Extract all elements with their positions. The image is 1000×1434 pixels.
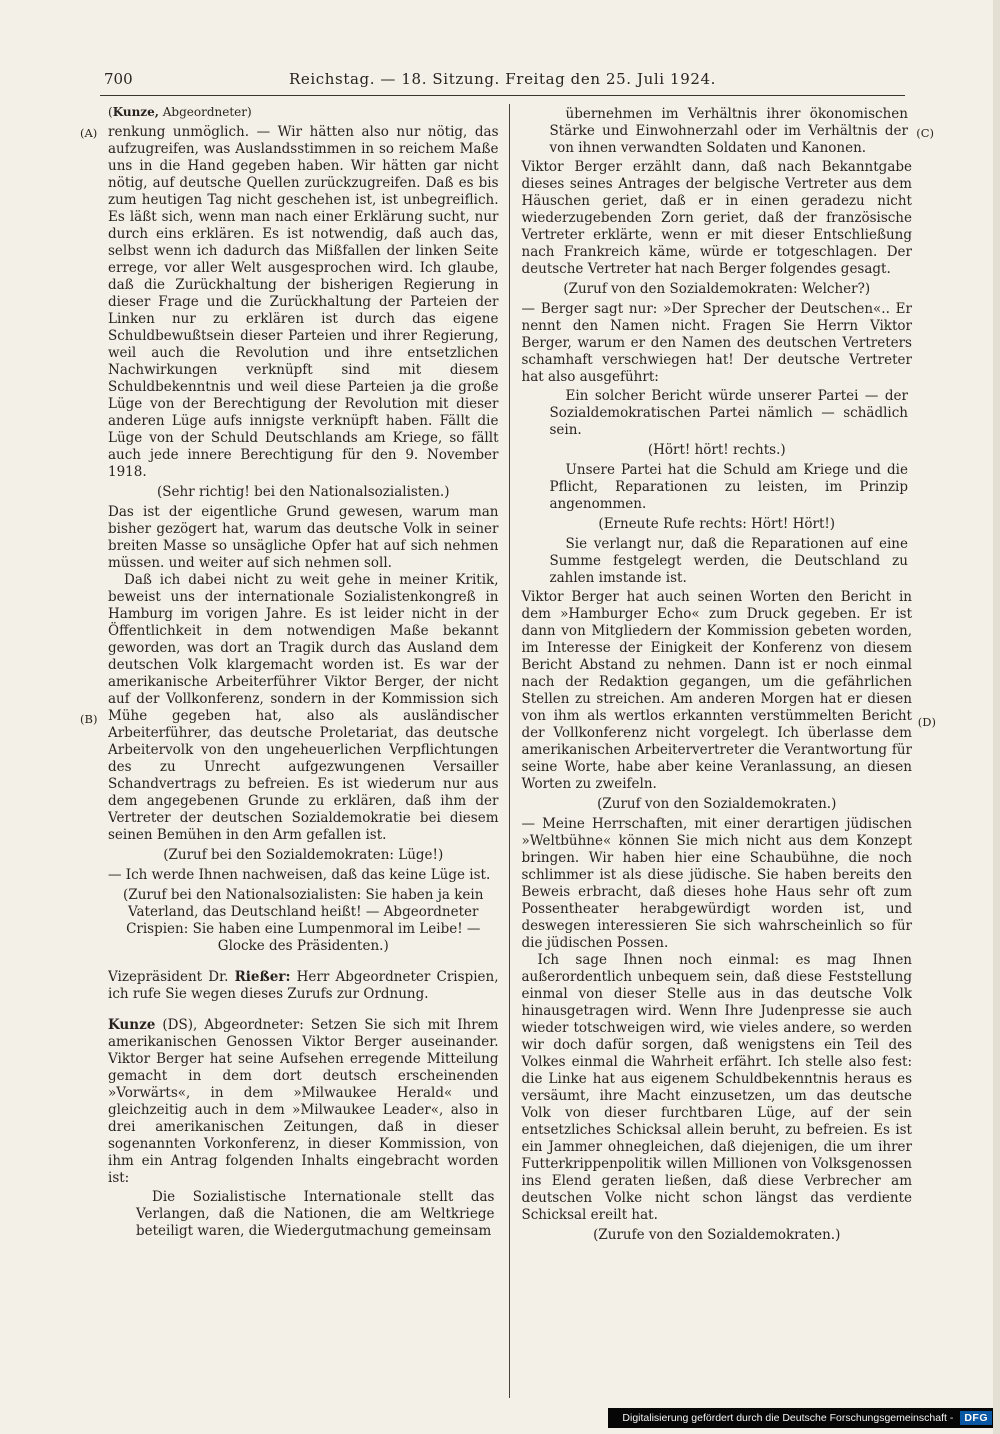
margin-letter-b: (B) [80,712,98,726]
paragraph: renkung unmöglich. — Wir hätten also nur nötig, das aufzugreifen, was Auslandsstimmen in so reichem Maße uns in die Hand gegeben haben. Wir hätten gar nicht nötig, auf deutsche Quellen zurückzugreifen. Daß es bis zum heutigen Tag nicht geschehen ist, ist unbegreiflich. Es läßt sich, wenn man nach einer Erklärung sucht, nur durch eins erklären. Es ist notwendig, daß auch das, selbst wenn ich dadurch das Mißfallen der linken Seite errege, vor aller Welt ausgesprochen wird. Ich glaube, daß die Zurückhaltung der bisherigen Regierung in dieser Frage und die Zurückhaltung der Parteien der Linken nur zu erklären ist durch das eigene Schuldbewußtsein dieser Parteien und ihrer Regierung, weil auch die Revolution und ihre entsetzlichen Nachwirkungen verknüpft sind mit diesem Schuldbekenntnis und weil diese Parteien ja die große Lüge von der Berechtigung der Revolution mit dieser anderen Lüge aufs innigste verknüpft haben. Fällt die Lüge von der Schuld Deutschlands am Kriege, so fällt auch jede innere Berechtigung für den 9. November 1918. [108,124,499,480]
text-columns [108,104,912,1398]
paragraph: Unsere Partei hat die Schuld am Kriege und die Pflicht, Reparationen zu leisten, im Prinzip angenommen. [549,462,908,512]
dfg-logo: DFG [960,1411,992,1425]
page-number: 700 [104,70,133,88]
paragraph: Daß ich dabei nicht zu weit gehe in meiner Kritik, beweist uns der internationale Sozialistenkongreß in Hamburg im vorigen Jahre. Es ist leider nicht in der Öffentlichkeit in dem notwendigen Maße bekannt geworden, was dort an Tragik durch das Ausland dem deutschen Volk klargemacht worden ist. Es war der amerikanische Arbeiterführer Viktor Berger, der nicht auf der Vollkonferenz, sondern in der Kommission sich Mühe gegeben hat, also als ausländischer Arbeiterführer, das deutsche Proletariat, das deutsche Arbeitervolk von den ungeheuerlichen Verpflichtungen des zu Unrecht aufgezwungenen Versailler Schandvertrags zu befreien. Es ist wiederum nur aus dem angegebenen Grunde zu erklären, daß ihm der Vertreter der deutschen Sozialdemokratie bei diesem seinen Bemühen in den Arm gefallen ist. [108,572,499,843]
paragraph: (Zuruf bei den Nationalsozialisten: Sie haben ja kein Vaterland, das Deutschland heißt! — Abgeordneter Crispien: Sie haben eine Lumpenmoral im Leibe! — Glocke des Präsidenten.) [123,887,484,954]
paragraph: (Zuruf von den Sozialdemokraten.) [597,796,837,812]
paragraph: Viktor Berger hat auch seinen Worten den Bericht in dem »Hamburger Echo« zum Druck gegeben. Er ist dann von Mitgliedern der Kommission gebeten worden, im Interesse der Einigkeit der Konferenz von diesem Bericht Abstand zu nehmen. Dann ist er noch einmal nach der Redaktion gegangen, um die gefährlichen Stellen zu streichen. Am anderen Morgen hat er diesen von ihm als wertlos erkannten verstümmelten Bericht der Vollkonferenz nicht vorgelegt. Ich überlasse dem amerikanischen Arbeitervertreter die Verantwortung für seine Worte, habe aber keine Veranlassung, an diesen Worten zu zweifeln. [521,589,912,792]
digitization-note: Digitalisierung gefördert durch die Deutsche Forschungsgemeinschaft - [622,1412,954,1424]
margin-letter-d: (D) [917,715,936,729]
margin-letter-a: (A) [80,126,98,140]
left-column [108,104,509,1398]
margin-letter-c: (C) [916,126,934,140]
paragraph: Viktor Berger erzählt dann, daß nach Bekanntgabe dieses seines Antrages der belgische Vertreter aus dem Häuschen geriet, daß er in einen geradezu nicht wiederzugebenden Zorn geriet, daß der französische Vertreter erklärte, wenn er mit dieser Entschließung nach Frankreich käme, würde er totgeschlagen. Der deutsche Vertreter hat nach Berger folgendes gesagt. [521,159,912,277]
paragraph: übernehmen im Verhältnis ihrer ökonomischen Stärke und Einwohnerzahl oder im Verhältnis der von ihnen verwandten Soldaten und Kanonen. [549,106,908,156]
paragraph: — Meine Herrschaften, mit einer derartigen jüdischen »Weltbühne« können Sie mich nicht aus dem Konzept bringen. Wir haben hier eine Schaubühne, die noch schlimmer ist als diese jüdische. Sie haben bereits den Beweis erbracht, daß dieses hohe Haus sehr oft zum Possentheater herabgewürdigt worden ist, und deswegen interessieren Sie sich wahrscheinlich so für die jüdischen Possen. [521,816,912,951]
header-rule [100,95,905,96]
paragraph: Kunze (DS), Abgeordneter: Setzen Sie sich mit Ihrem amerikanischen Genossen Viktor Berger auseinander. Viktor Berger hat seine Aufsehen erregende Mitteilung gemacht in dem dort deutsch erscheinenden »Vorwärts«, in dem »Milwaukee Herald« und gleichzeitig auch in dem »Milwaukee Leader«, also in drei amerikanischen Zeitungen, daß in dieser sogenannten Vorkonferenz, in dieser Kommission, von ihm ein Antrag folgenden Inhalts eingebracht worden ist: [108,1017,499,1186]
digitization-footer [608,1408,1000,1428]
paragraph: Die Sozialistische Internationale stellt das Verlangen, daß die Nationen, die am Weltkriege beteiligt waren, die Wiedergutmachung gemeinsam [136,1189,495,1239]
paragraph: (Sehr richtig! bei den Nationalsozialisten.) [157,484,450,500]
paragraph: (Hört! hört! rechts.) [647,442,786,458]
page-header [100,70,905,90]
paragraph: Ein solcher Bericht würde unserer Partei — der Sozialdemokratischen Partei nämlich — schädlich sein. [549,388,908,438]
paragraph: Sie verlangt nur, daß die Reparationen auf eine Summe festgelegt werden, die Deutschland zu zahlen imstande ist. [549,536,908,586]
paragraph: Ich sage Ihnen noch einmal: es mag Ihnen außerordentlich unbequem sein, daß diese Feststellung einmal von dieser Stelle aus in das deutsche Volk hinausgetragen wird. Wenn Ihre Judenpresse sie auch wieder totschweigen wird, wie vieles andere, so werden wir doch dafür sorgen, daß wenigstens ein Teil des Volkes einmal die Wahrheit erfährt. Ich stelle also fest: die Linke hat aus eigenem Schuldbekenntnis heraus es versäumt, ihre Macht einzusetzen, um das deutsche Volk von dieser furchtbaren Lüge, auf der sein entsetzliches Schicksal allein beruht, zu befreien. Es ist ein Jammer ohnegleichen, daß diejenigen, die um ihrer Futterkrippenpolitik willen Millionen von Volksgenossen ins Elend geraten ließen, daß diese Verbrecher am deutschen Volke nicht schon längst das verdiente Schicksal ereilt hat. [521,952,912,1223]
paragraph: (Zuruf von den Sozialdemokraten: Welcher?) [563,281,871,297]
session-title: Reichstag. — 18. Sitzung. Freitag den 25. Juli 1924. [289,70,716,88]
paragraph: Vizepräsident Dr. Rießer: Herr Abgeordneter Crispien, ich rufe Sie wegen dieses Zurufs zur Ordnung. [108,969,499,1002]
paragraph: (Kunze, Abgeordneter) [108,105,252,119]
right-column [510,104,913,1398]
paragraph: (Erneute Rufe rechts: Hört! Hört!) [598,516,836,532]
paragraph: (Zurufe von den Sozialdemokraten.) [593,1227,841,1243]
paragraph: — Berger sagt nur: »Der Sprecher der Deutschen«.. Er nennt den Namen nicht. Fragen Sie Herrn Viktor Berger, warum er den Namen des deutschen Vertreters schamhaft verschwiegen hat! Der deutsche Vertreter hat also ausgeführt: [521,301,912,385]
paragraph: (Zuruf bei den Sozialdemokraten: Lüge!) [163,847,444,863]
paragraph: Das ist der eigentliche Grund gewesen, warum man bisher gezögert hat, warum das deutsche Volk in seiner breiten Masse so unsägliche Opfer hat auf sich nehmen müssen. und weiter auf sich nehmen soll. [108,504,499,571]
paragraph: — Ich werde Ihnen nachweisen, daß das keine Lüge ist. [108,867,491,883]
